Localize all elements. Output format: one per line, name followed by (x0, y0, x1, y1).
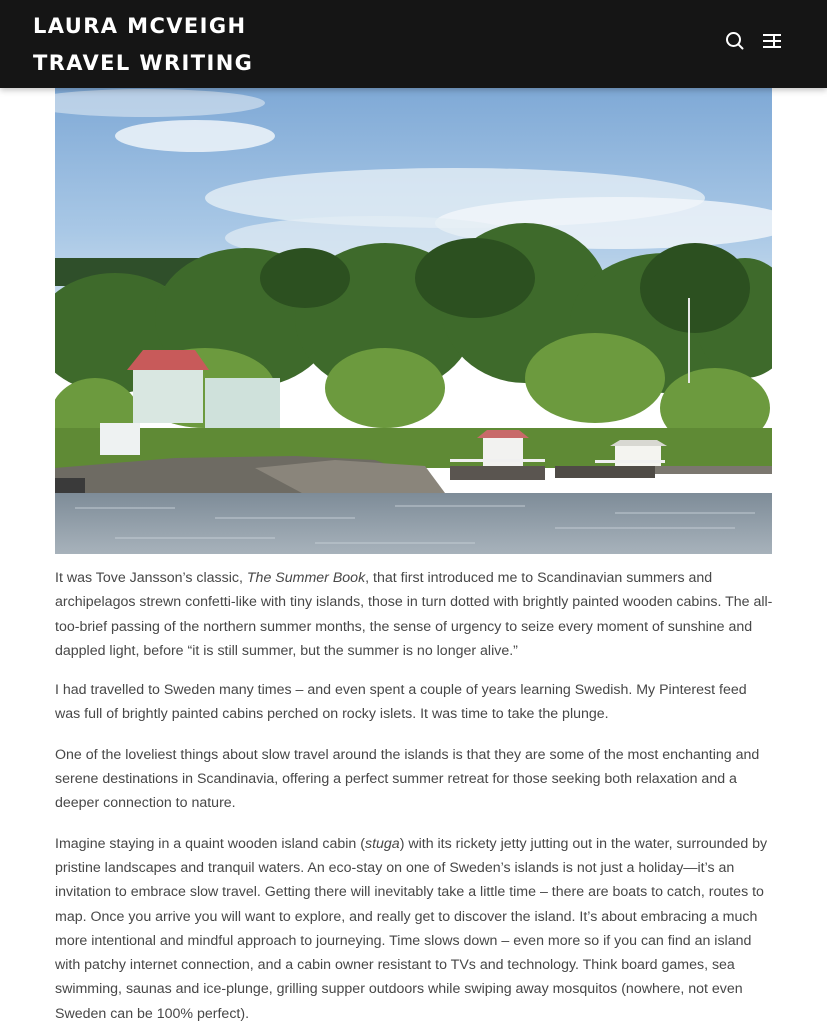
site-title-line2: TRAVEL WRITING (33, 51, 254, 75)
sidebar-menu-button[interactable] (759, 28, 785, 54)
search-button[interactable] (722, 28, 748, 54)
paragraph-3: One of the loveliest things about slow travel around the islands is that they are some of the most enchanting and serene destinations in Scandinavia, offering a perfect summer retreat for those seeking both relaxation and a deeper connection to nature. (55, 746, 760, 812)
site-title-line1: LAURA MCVEIGH (33, 14, 247, 38)
paragraph-1: It was Tove Jansson’s classic, The Summer Book, that first introduced me to Scandinavian summers and archipelagos strewn confetti-like with tiny islands, those in turn dotted with brightly painted wooden cabins. The all-too-brief passing of the northern summer months, the sense of urgency to seize every moment of sunshine and dappled light, before “it is still summer, but the summer is no longer alive.” (55, 570, 773, 659)
paragraph-4: Imagine staying in a quaint wooden island cabin (stuga) with its rickety jetty jutting out in the water, surrounded by pristine landscapes and tranquil waters. An eco-stay on one of Sweden’s islands is not just a holiday—it’s an invitation to embrace slow travel. Getting there will inevitably take a little time – there are boats to catch, routes to map. Once you arrive you will want to explore, and really get to discover the island. It’s about embracing a much more intentional and mindful approach to journeying. Time slows down – even more so if you can find an island with patchy internet connection, and a cabin owner resistant to TVs and technology. Think board games, sea swimming, saunas and ice-plunge, grilling supper outdoors while swiping away mosquitos (nowhere, not even Sweden can be 100% perfect). (55, 835, 768, 1022)
site-title-link[interactable] (33, 8, 253, 82)
sidebar-menu-icon (759, 28, 785, 54)
site-header (0, 0, 827, 88)
book-title: The Summer Book (246, 570, 366, 586)
article-body (55, 566, 775, 1024)
search-icon (722, 28, 748, 54)
hero-image (55, 88, 772, 554)
paragraph-2: I had travelled to Sweden many times – and even spent a couple of years learning Swedish. My Pinterest feed was full of brightly painted cabins perched on rocky islets. It was time to take the plunge. (55, 682, 747, 723)
stuga-term: stuga (364, 835, 400, 852)
